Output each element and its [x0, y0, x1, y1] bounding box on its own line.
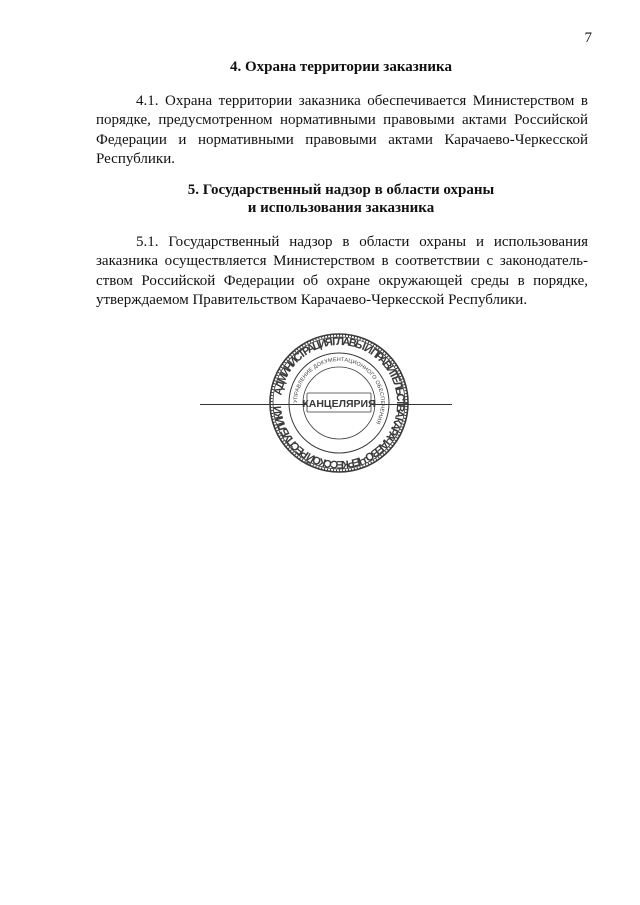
paragraph-line: Федерации и нормативными правовыми актами Карачаево-Черкесской [96, 131, 588, 148]
paragraph-line: ством Российской Федерации об охране окружающей среды в порядке, [96, 272, 588, 289]
page-number: 7 [584, 30, 592, 46]
paragraph-line: заказника осуществляется Министерством в соответствии с законодатель- [96, 253, 588, 270]
seal-icon [268, 332, 410, 474]
section-5-1-paragraph [96, 233, 588, 310]
paragraph-line: 5.1. Государственный надзор в области охраны и использования [136, 234, 588, 250]
paragraph-line: порядке, предусмотренном нормативными правовыми актами Российской [96, 112, 588, 129]
paragraph-line: утверждаемом Правительством Карачаево-Черкесской Республики. [96, 291, 528, 308]
section-4-1-paragraph [96, 92, 588, 169]
section-4-heading: 4. Охрана территории заказника [230, 59, 452, 75]
svg-text:АДМИНИСТРАЦИЯ ГЛАВЫ И ПРАВИТЕЛ: АДМИНИСТРАЦИЯ ГЛАВЫ И ПРАВИТЕЛЬСТВА КАРАЧАЕВО-ЧЕРКЕССКОЙ РЕСПУБЛИКИ [271, 335, 407, 471]
official-seal [268, 332, 410, 474]
heading-line: и использования заказника [247, 200, 435, 216]
svg-text:УПРАВЛЕНИЕ ДОКУМЕНТАЦИОННОГО О: УПРАВЛЕНИЕ ДОКУМЕНТАЦИОННОГО ОБЕСПЕЧЕНИЯ [292, 356, 386, 426]
heading-line: 5. Государственный надзор в области охраны [187, 182, 495, 198]
section-5-heading [96, 181, 586, 217]
svg-text:КАНЦЕЛЯРИЯ: КАНЦЕЛЯРИЯ [302, 398, 376, 410]
paragraph-line: Республики. [96, 150, 175, 167]
paragraph-line: 4.1. Охрана территории заказника обеспечивается Министерством в [136, 93, 588, 109]
